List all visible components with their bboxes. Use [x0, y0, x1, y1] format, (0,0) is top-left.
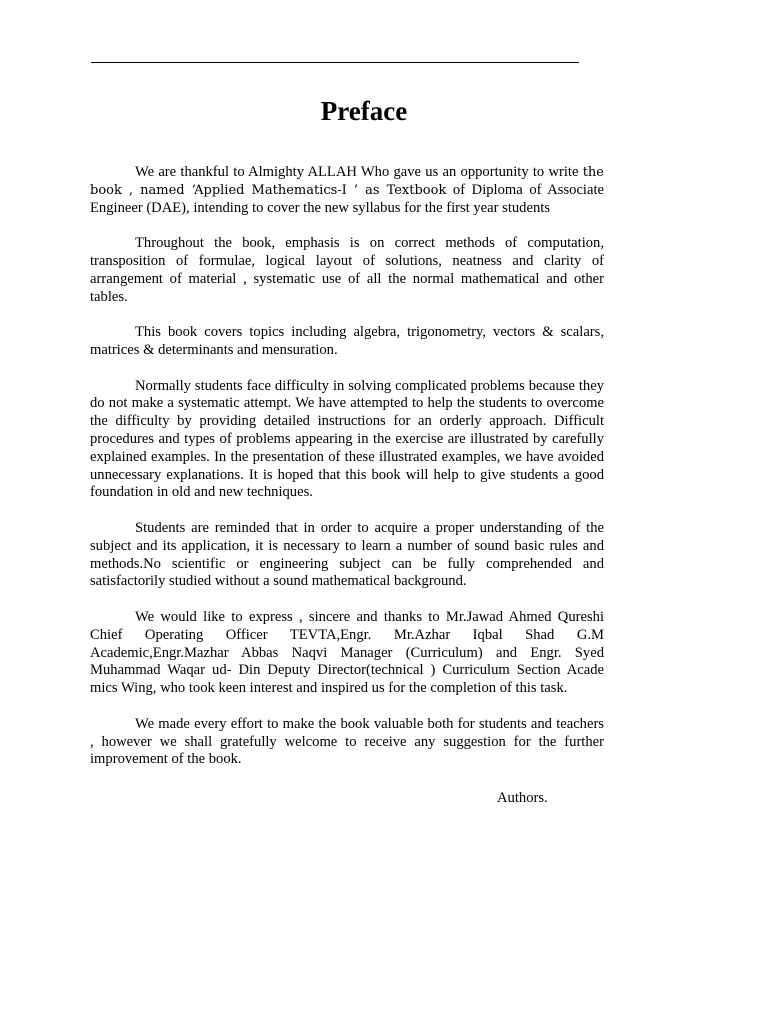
paragraph-6: We would like to express , sincere and thanks to Mr.Jawad Ahmed Qureshi Chief Operating Officer TEVTA,Engr. Mr.Azhar Iqbal Shad G.M Academic,Engr.Mazhar Abbas Naqvi Manager (Curriculum) and Engr. Syed Muhammad Waqar ud- Din Deputy Director(technical ) Curriculum Section Acade mics Wing, who took keen interest and inspired us for the completion of this task. [90, 608, 604, 697]
paragraph-1-part-1: We are thankful to Almighty ALLAH Who gave us an opportunity to write [135, 164, 583, 180]
page-title: Preface [320, 96, 408, 126]
signature: Authors. [497, 790, 548, 806]
paragraph-1-book-name: the book , named ‘Applied Mathematics-I ’ as Textbook [90, 165, 604, 198]
paragraph-1-part-3: of Diploma of Associate Engineer (DAE), intending to cover the new syllabus for the first year students [90, 181, 604, 216]
preface-body [90, 164, 604, 787]
paragraph-2: Throughout the book, emphasis is on correct methods of computation, transposition of formulae, logical layout of solutions, neatness and clarity of arrangement of material , systematic use of all the normal mathematical and other tables. [90, 235, 604, 305]
top-rule-line [91, 62, 579, 63]
paragraph-1 [90, 164, 604, 217]
paragraph-4: Normally students face difficulty in solving complicated problems because they do not make a systematic attempt. We have attempted to help the students to overcome the difficulty by providing detailed instructions for an orderly approach. Difficult procedures and types of problems appearing in the exercise are illustrated by carefully explained examples. In the presentation of these illustrated examples, we have avoided unnecessary explanations. It is hoped that this book will help to give students a good foundation in old and new techniques. [90, 377, 604, 501]
paragraph-7: We made every effort to make the book valuable both for students and teachers , however we shall gratefully welcome to receive any suggestion for the further improvement of the book. [90, 715, 604, 768]
paragraph-3: This book covers topics including algebra, trigonometry, vectors & scalars, matrices & determinants and mensuration. [90, 324, 604, 358]
paragraph-5: Students are reminded that in order to acquire a proper understanding of the subject and its application, it is necessary to learn a number of sound basic rules and methods.No scientific or engineering subject can be fully comprehended and satisfactorily studied without a sound mathematical background. [90, 519, 604, 590]
